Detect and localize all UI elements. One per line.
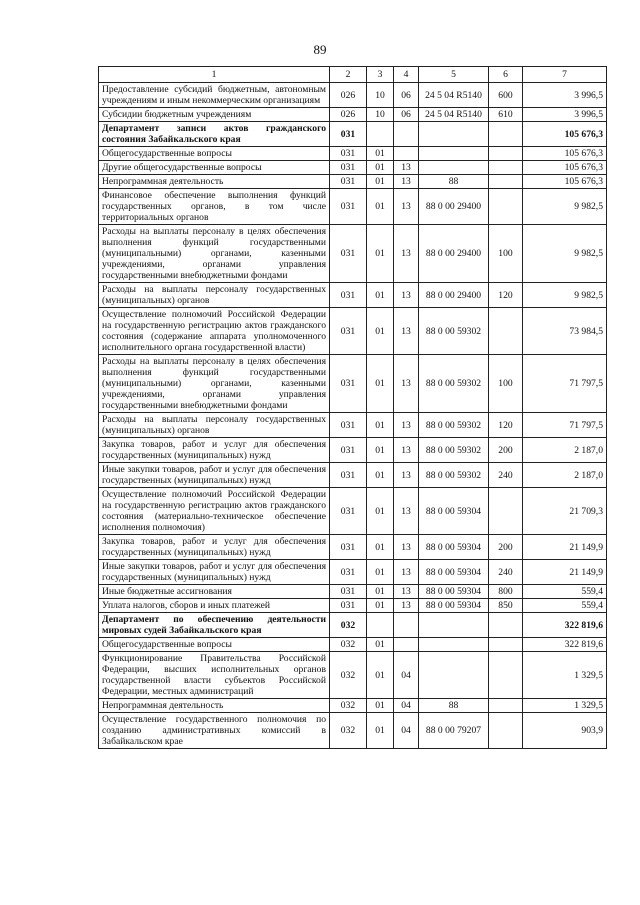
row-gr-cell: 031 [330,283,367,308]
row-pr-cell [394,638,419,652]
row-gr-cell: 031 [330,535,367,560]
row-pr-cell: 13 [394,585,419,599]
row-sum-cell: 2 187,0 [523,438,607,463]
row-sum-cell: 559,4 [523,585,607,599]
header-cell: 2 [330,67,367,83]
row-gr-cell: 032 [330,713,367,749]
row-rz-cell: 01 [367,638,394,652]
table-header-row [99,67,607,83]
table-row [99,560,607,585]
row-rz-cell: 01 [367,413,394,438]
row-vr-cell [489,713,523,749]
table-row [99,175,607,189]
row-gr-cell: 031 [330,175,367,189]
row-gr-cell: 031 [330,147,367,161]
row-gr-cell: 032 [330,699,367,713]
table-row [99,122,607,147]
row-vr-cell [489,161,523,175]
table-row [99,189,607,225]
row-rz-cell: 01 [367,585,394,599]
row-sum-cell: 21 149,9 [523,535,607,560]
row-csr-cell: 88 0 00 29400 [419,225,489,283]
row-csr-cell: 88 0 00 59302 [419,438,489,463]
row-rz-cell: 01 [367,308,394,355]
row-vr-cell [489,613,523,638]
page-number: 89 [313,42,327,57]
row-vr-cell [489,122,523,147]
row-vr-cell [489,175,523,189]
row-gr-cell: 031 [330,355,367,413]
row-pr-cell: 13 [394,438,419,463]
row-sum-cell: 1 329,5 [523,652,607,699]
row-name-cell: Иные бюджетные ассигнования [99,585,330,599]
row-name-cell: Расходы на выплаты персоналу государственных (муниципальных) органов [99,283,330,308]
row-rz-cell: 01 [367,599,394,613]
row-gr-cell: 031 [330,189,367,225]
row-name-cell: Общегосударственные вопросы [99,147,330,161]
row-sum-cell: 105 676,3 [523,175,607,189]
row-rz-cell: 01 [367,147,394,161]
header-cell: 6 [489,67,523,83]
row-gr-cell: 026 [330,83,367,108]
row-sum-cell: 9 982,5 [523,283,607,308]
table-row [99,147,607,161]
row-pr-cell: 13 [394,599,419,613]
row-vr-cell: 200 [489,535,523,560]
row-sum-cell: 559,4 [523,599,607,613]
row-sum-cell: 1 329,5 [523,699,607,713]
row-pr-cell: 13 [394,560,419,585]
row-name-cell: Расходы на выплаты персоналу в целях обеспечения выполнения функций государственными (муниципальными) органами, казенными учреждениями, органами управления государственными внебюджетными фондами [99,355,330,413]
row-pr-cell: 13 [394,283,419,308]
header-cell: 5 [419,67,489,83]
row-gr-cell: 031 [330,599,367,613]
row-vr-cell: 610 [489,108,523,122]
table-row [99,283,607,308]
row-pr-cell [394,122,419,147]
row-name-cell: Осуществление полномочий Российской Федерации на государственную регистрацию актов гражданского состояния (содержание аппарата уполномоченного исполнительного органа государственной власти) [99,308,330,355]
table-row [99,613,607,638]
row-rz-cell: 01 [367,161,394,175]
row-vr-cell: 240 [489,463,523,488]
row-rz-cell: 10 [367,83,394,108]
row-pr-cell: 13 [394,225,419,283]
row-name-cell: Департамент записи актов гражданского состояния Забайкальского края [99,122,330,147]
row-csr-cell: 88 0 00 59302 [419,308,489,355]
row-csr-cell: 88 0 00 79207 [419,713,489,749]
row-csr-cell [419,652,489,699]
row-sum-cell: 73 984,5 [523,308,607,355]
row-csr-cell: 88 0 00 59304 [419,585,489,599]
row-sum-cell: 105 676,3 [523,161,607,175]
row-name-cell: Департамент по обеспечению деятельности мировых судей Забайкальского края [99,613,330,638]
row-rz-cell: 01 [367,438,394,463]
row-pr-cell: 13 [394,488,419,535]
row-vr-cell [489,147,523,161]
row-rz-cell: 01 [367,175,394,189]
row-vr-cell: 850 [489,599,523,613]
row-name-cell: Закупка товаров, работ и услуг для обеспечения государственных (муниципальных) нужд [99,535,330,560]
table-row [99,161,607,175]
row-vr-cell [489,488,523,535]
row-gr-cell: 031 [330,463,367,488]
row-rz-cell [367,613,394,638]
row-sum-cell: 21 709,3 [523,488,607,535]
row-csr-cell [419,161,489,175]
header-cell: 7 [523,67,607,83]
row-gr-cell: 031 [330,488,367,535]
row-name-cell: Непрограммная деятельность [99,175,330,189]
row-pr-cell: 04 [394,699,419,713]
row-sum-cell: 105 676,3 [523,147,607,161]
row-gr-cell: 026 [330,108,367,122]
row-sum-cell: 105 676,3 [523,122,607,147]
table-row [99,83,607,108]
row-csr-cell: 88 0 00 59302 [419,463,489,488]
row-sum-cell: 71 797,5 [523,355,607,413]
row-gr-cell: 031 [330,560,367,585]
row-pr-cell: 06 [394,108,419,122]
row-csr-cell: 88 [419,699,489,713]
row-pr-cell [394,613,419,638]
row-name-cell: Иные закупки товаров, работ и услуг для обеспечения государственных (муниципальных) нужд [99,463,330,488]
row-pr-cell: 13 [394,161,419,175]
row-vr-cell: 120 [489,413,523,438]
row-csr-cell: 88 0 00 29400 [419,189,489,225]
row-gr-cell: 031 [330,413,367,438]
row-rz-cell: 01 [367,699,394,713]
table-row [99,438,607,463]
row-sum-cell: 2 187,0 [523,463,607,488]
table-row [99,535,607,560]
budget-table [98,66,607,749]
row-name-cell: Уплата налогов, сборов и иных платежей [99,599,330,613]
row-name-cell: Иные закупки товаров, работ и услуг для обеспечения государственных (муниципальных) нужд [99,560,330,585]
row-gr-cell: 031 [330,308,367,355]
row-sum-cell: 903,9 [523,713,607,749]
row-vr-cell [489,699,523,713]
row-name-cell: Общегосударственные вопросы [99,638,330,652]
row-vr-cell: 600 [489,83,523,108]
row-sum-cell: 3 996,5 [523,108,607,122]
row-pr-cell: 13 [394,355,419,413]
row-sum-cell: 9 982,5 [523,189,607,225]
row-name-cell: Функционирование Правительства Российской Федерации, высших исполнительных органов государственной власти субъектов Российской Федерации, местных администраций [99,652,330,699]
row-gr-cell: 031 [330,225,367,283]
header-cell: 3 [367,67,394,83]
row-sum-cell: 71 797,5 [523,413,607,438]
row-csr-cell: 88 0 00 59302 [419,355,489,413]
row-csr-cell: 88 0 00 59302 [419,413,489,438]
row-gr-cell: 032 [330,638,367,652]
row-sum-cell: 21 149,9 [523,560,607,585]
row-gr-cell: 031 [330,161,367,175]
row-name-cell: Расходы на выплаты персоналу государственных (муниципальных) органов [99,413,330,438]
table-row [99,652,607,699]
row-csr-cell: 88 0 00 59304 [419,535,489,560]
row-name-cell: Осуществление государственного полномочия по созданию административных комиссий в Забайкальском крае [99,713,330,749]
row-name-cell: Расходы на выплаты персоналу в целях обеспечения выполнения функций государственными (муниципальными) органами, казенными учреждениями, органами управления государственными внебюджетными фондами [99,225,330,283]
row-vr-cell: 240 [489,560,523,585]
row-vr-cell [489,638,523,652]
table-row [99,463,607,488]
table-row [99,355,607,413]
table-row [99,225,607,283]
row-name-cell: Закупка товаров, работ и услуг для обеспечения государственных (муниципальных) нужд [99,438,330,463]
row-csr-cell: 88 0 00 29400 [419,283,489,308]
row-name-cell: Непрограммная деятельность [99,699,330,713]
row-csr-cell: 88 0 00 59304 [419,560,489,585]
row-pr-cell: 13 [394,413,419,438]
table-row [99,713,607,749]
table-row [99,413,607,438]
row-pr-cell: 13 [394,308,419,355]
row-vr-cell [489,308,523,355]
row-pr-cell: 13 [394,535,419,560]
row-csr-cell: 24 5 04 R5140 [419,108,489,122]
row-rz-cell: 01 [367,488,394,535]
row-rz-cell: 01 [367,463,394,488]
row-pr-cell: 04 [394,652,419,699]
row-sum-cell: 3 996,5 [523,83,607,108]
row-rz-cell: 01 [367,225,394,283]
row-csr-cell: 88 0 00 59304 [419,488,489,535]
row-gr-cell: 032 [330,613,367,638]
table-row [99,599,607,613]
row-pr-cell: 06 [394,83,419,108]
row-vr-cell: 800 [489,585,523,599]
row-name-cell: Осуществление полномочий Российской Федерации на государственную регистрацию актов гражданского состояния (материально-техническое обеспечение исполнения полномочия) [99,488,330,535]
row-pr-cell: 13 [394,175,419,189]
row-rz-cell [367,122,394,147]
row-rz-cell: 01 [367,652,394,699]
row-csr-cell: 88 [419,175,489,189]
row-vr-cell: 120 [489,283,523,308]
row-rz-cell: 01 [367,535,394,560]
table-row [99,308,607,355]
row-name-cell: Другие общегосударственные вопросы [99,161,330,175]
row-pr-cell [394,147,419,161]
row-pr-cell: 13 [394,189,419,225]
header-cell: 4 [394,67,419,83]
row-csr-cell [419,613,489,638]
header-cell: 1 [99,67,330,83]
row-name-cell: Финансовое обеспечение выполнения функций государственных органов, в том числе территориальных органов [99,189,330,225]
row-vr-cell: 200 [489,438,523,463]
row-rz-cell: 01 [367,283,394,308]
row-csr-cell: 88 0 00 59304 [419,599,489,613]
row-gr-cell: 031 [330,122,367,147]
row-pr-cell: 04 [394,713,419,749]
row-rz-cell: 01 [367,560,394,585]
row-gr-cell: 032 [330,652,367,699]
row-vr-cell [489,652,523,699]
row-gr-cell: 031 [330,438,367,463]
row-sum-cell: 322 819,6 [523,613,607,638]
row-pr-cell: 13 [394,463,419,488]
row-rz-cell: 10 [367,108,394,122]
row-csr-cell [419,638,489,652]
row-name-cell: Предоставление субсидий бюджетным, автономным учреждениям и иным некоммерческим организациям [99,83,330,108]
table-row [99,488,607,535]
row-vr-cell: 100 [489,225,523,283]
row-csr-cell [419,122,489,147]
row-sum-cell: 322 819,6 [523,638,607,652]
row-csr-cell [419,147,489,161]
row-vr-cell [489,189,523,225]
table-row [99,585,607,599]
row-vr-cell: 100 [489,355,523,413]
table-row [99,699,607,713]
row-gr-cell: 031 [330,585,367,599]
table-row [99,108,607,122]
table-row [99,638,607,652]
row-csr-cell: 24 5 04 R5140 [419,83,489,108]
row-rz-cell: 01 [367,189,394,225]
row-name-cell: Субсидии бюджетным учреждениям [99,108,330,122]
row-rz-cell: 01 [367,355,394,413]
row-rz-cell: 01 [367,713,394,749]
row-sum-cell: 9 982,5 [523,225,607,283]
